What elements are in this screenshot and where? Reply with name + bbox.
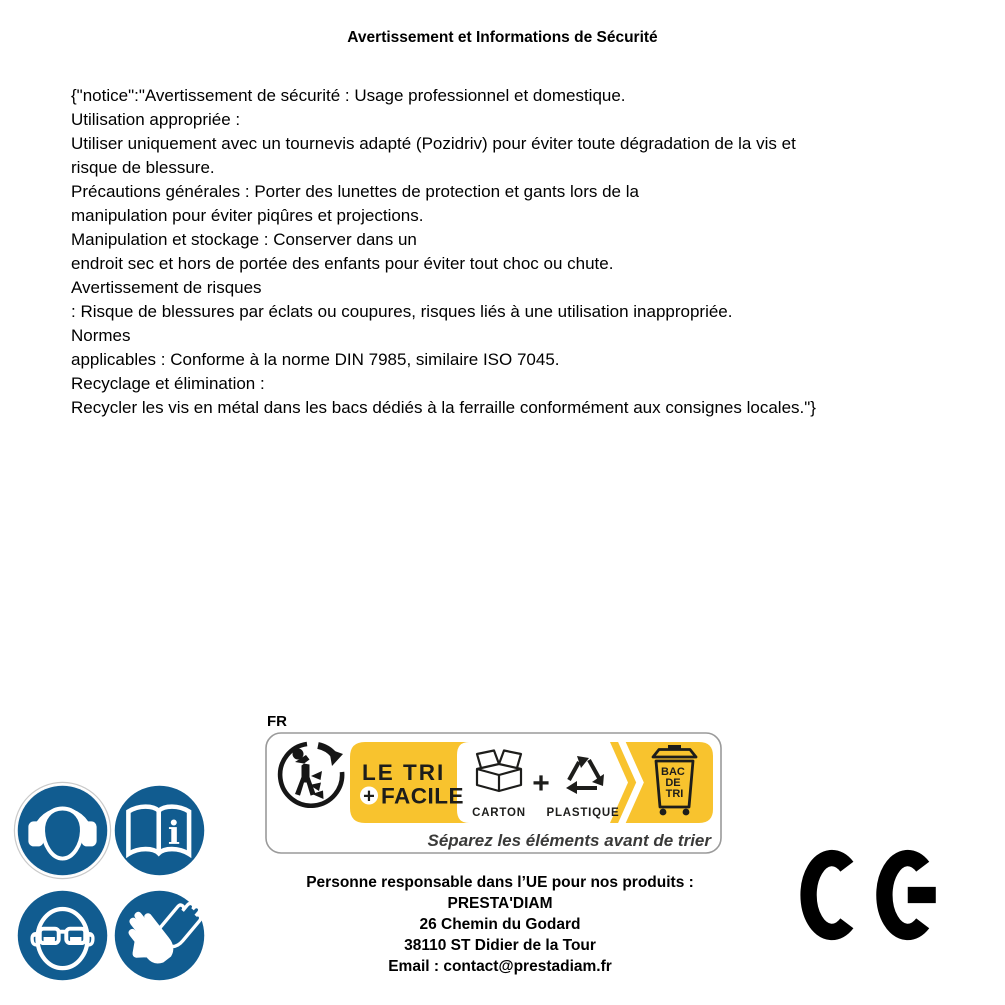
bin-label: BAC DE TRI <box>661 766 685 800</box>
ce-mark-icon <box>800 847 941 943</box>
banner-footer-note: Séparez les éléments avant de trier <box>427 831 711 850</box>
material-2-label: PLASTIQUE <box>546 807 620 819</box>
material-1-label: CARTON <box>472 807 526 819</box>
read-instruction-manual-icon <box>114 785 205 876</box>
country-code-label: FR <box>267 713 287 730</box>
notice-line: : Risque de blessures par éclats ou coupures, risques liés à une utilisation inappropriée. <box>71 302 733 321</box>
notice-line: applicables : Conforme à la norme DIN 7985, similaire ISO 7045. <box>71 350 560 369</box>
notice-line: Utilisation appropriée : <box>71 110 241 129</box>
info-tri-recycling-label <box>265 713 723 859</box>
tri-plus-sign: + <box>363 785 375 808</box>
wear-eye-protection-icon <box>17 890 108 981</box>
notice-line: Recycler les vis en métal dans les bacs dédiés à la ferraille conformément aux consignes locales."} <box>71 398 816 417</box>
contact-line: 38110 ST Didier de la Tour <box>404 937 596 954</box>
responsible-person-block <box>253 872 747 977</box>
contact-line: 26 Chemin du Godard <box>419 916 581 933</box>
info-tri-banner <box>265 732 722 854</box>
wear-ear-protection-icon <box>17 785 108 876</box>
contact-line: Personne responsable dans l’UE pour nos produits : <box>306 874 694 891</box>
notice-line: {"notice":"Avertissement de sécurité : Usage professionnel et domestique. <box>71 86 626 105</box>
page-title: Avertissement et Informations de Sécurité <box>347 29 658 46</box>
notice-line: Utiliser uniquement avec un tournevis adapté (Pozidriv) pour éviter toute dégradation de la vis et <box>71 134 796 153</box>
notice-line: manipulation pour éviter piqûres et projections. <box>71 206 424 225</box>
svg-text:i: i <box>167 813 180 852</box>
notice-line: Manipulation et stockage : Conserver dans un <box>71 230 417 249</box>
notice-line: endroit sec et hors de portée des enfants pour éviter tout choc ou chute. <box>71 254 614 273</box>
notice-line: risque de blessure. <box>71 158 215 177</box>
notice-line: Avertissement de risques <box>71 278 262 297</box>
separator-plus-sign: + <box>532 767 550 800</box>
notice-line: Recyclage et élimination : <box>71 374 265 393</box>
tri-headline-line2: FACILE <box>381 783 465 809</box>
wear-protective-gloves-icon <box>114 890 205 981</box>
notice-line: Normes <box>71 326 131 345</box>
tri-headline-line1: LE TRI <box>362 760 446 785</box>
notice-line: Précautions générales : Porter des lunettes de protection et gants lors de la <box>71 182 639 201</box>
contact-line: PRESTA'DIAM <box>447 895 553 912</box>
safety-notice-text <box>71 84 816 420</box>
contact-line: Email : contact@prestadiam.fr <box>388 958 612 975</box>
